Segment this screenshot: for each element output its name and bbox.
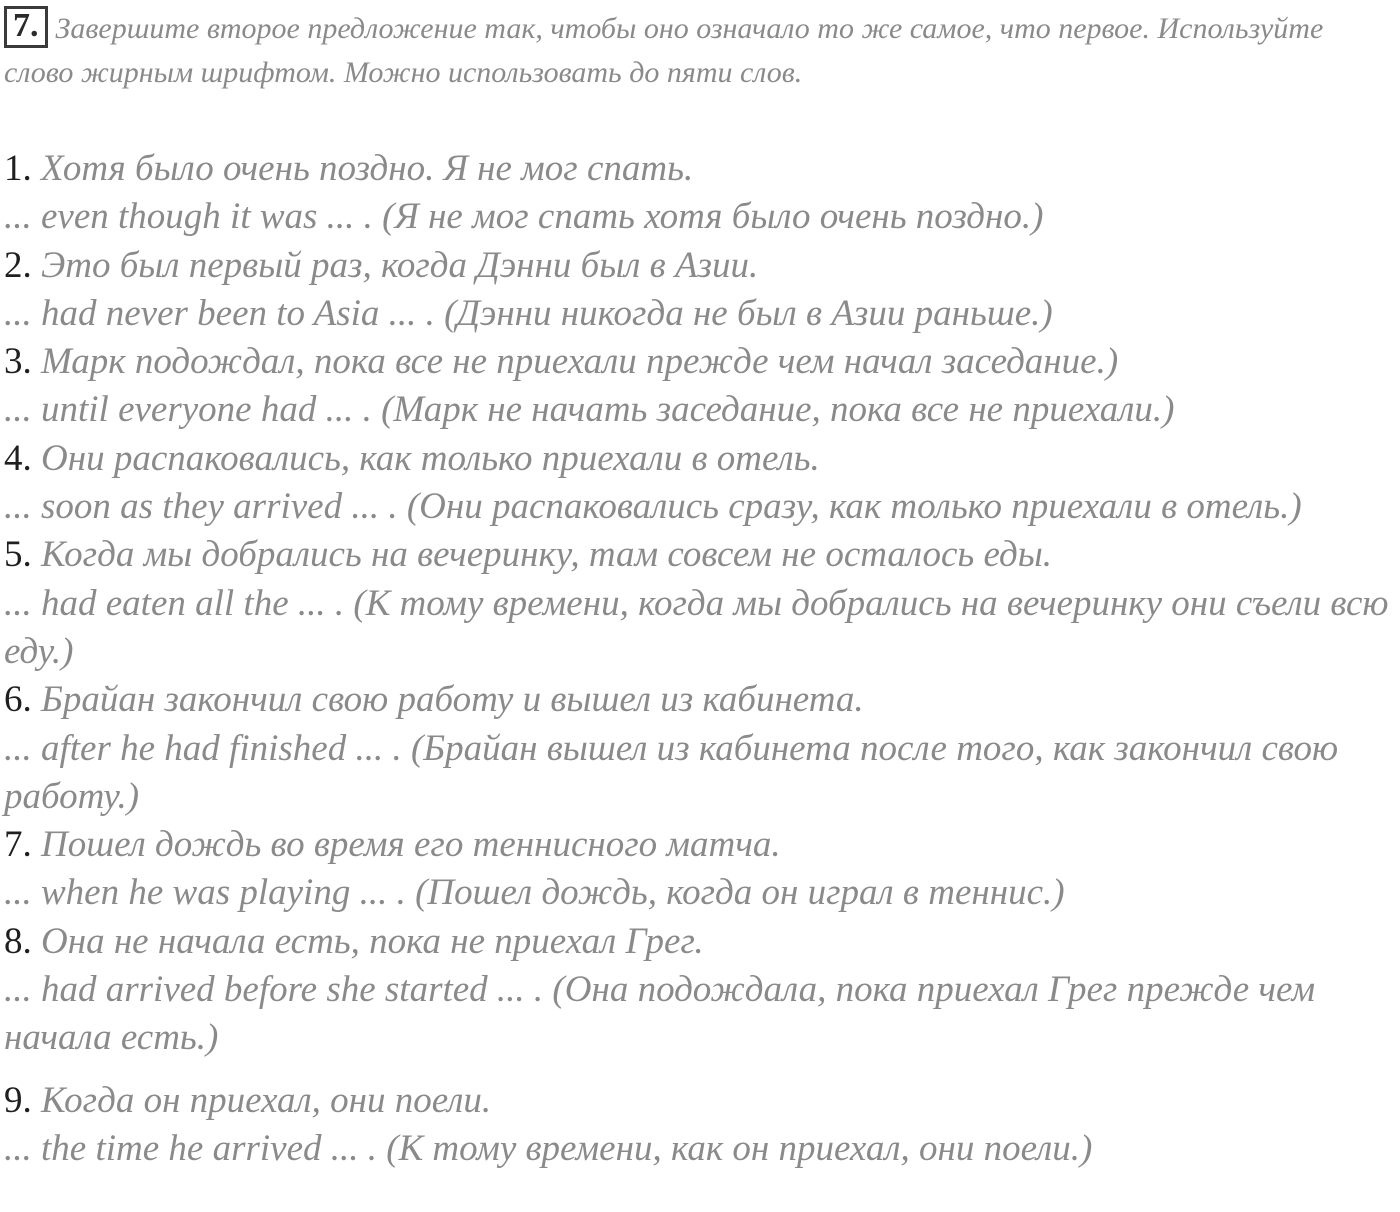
item-prompt: Хотя было очень поздно. Я не мог спать.	[41, 148, 694, 189]
exercise-item	[4, 821, 1396, 918]
item-prompt-line	[4, 821, 1396, 869]
exercise-item	[4, 338, 1396, 435]
item-prompt: Когда мы добрались на вечеринку, там совсем не осталось еды.	[41, 534, 1053, 576]
exercise-item	[4, 918, 1396, 1063]
item-prompt: Это был первый раз, когда Дэнни был в Азии.	[41, 244, 759, 286]
task-number-badge: 7.	[4, 6, 48, 48]
item-number: 5.	[4, 534, 32, 576]
item-answer: ... until everyone had ... . (Марк не начать заседание, пока все не приехали.)	[4, 389, 1175, 431]
item-prompt-line	[4, 338, 1396, 386]
item-number: 9.	[4, 1079, 32, 1121]
item-answer: ... soon as they arrived ... . (Они распаковались сразу, как только приехали в отель.)	[4, 486, 1302, 528]
item-number: 7.	[4, 824, 32, 866]
item-answer: ... when he was playing ... . (Пошел дождь, когда он играл в теннис.)	[4, 872, 1065, 914]
item-number: 4.	[4, 437, 32, 479]
item-prompt-line	[4, 1077, 1396, 1125]
item-number: 2.	[4, 244, 32, 286]
item-prompt-line	[4, 918, 1396, 966]
item-prompt: Они распаковались, как только приехали в отель.	[41, 437, 820, 479]
item-number: 6.	[4, 679, 32, 721]
task-header	[4, 0, 1396, 95]
item-answer: ... even though it was ... . (Я не мог спать хотя было очень поздно.)	[4, 196, 1044, 238]
item-prompt-line	[4, 531, 1396, 579]
item-prompt: Пошел дождь во время его теннисного матча.	[41, 824, 781, 866]
item-answer: ... had never been to Asia ... . (Дэнни никогда не был в Азии раньше.)	[4, 292, 1053, 334]
item-prompt: Брайан закончил свою работу и вышел из кабинета.	[41, 679, 864, 721]
item-number: 3.	[4, 341, 32, 383]
item-prompt-line	[4, 145, 1396, 193]
exercise-item	[4, 145, 1396, 242]
item-number: 1.	[4, 148, 32, 189]
exercise-item	[4, 242, 1396, 339]
item-prompt-line	[4, 435, 1396, 483]
item-answer: ... after he had finished ... . (Брайан вышел из кабинета после того, как закончил свою работу.)	[4, 727, 1339, 817]
task-instruction: Завершите второе предложение так, чтобы оно означало то же самое, что первое. Используйте слово жирным шрифтом. Можно использовать до пяти слов.	[4, 12, 1324, 89]
exercise-page	[4, 0, 1396, 1173]
item-prompt: Она не начала есть, пока не приехал Грег.	[41, 920, 704, 962]
spacer	[4, 95, 1396, 145]
item-answer: ... the time he arrived ... . (К тому времени, как он приехал, они поели.)	[4, 1127, 1093, 1169]
item-answer: ... had eaten all the ... . (К тому времени, когда мы добрались на вечеринку они съели всю еду.)	[4, 582, 1389, 672]
item-prompt: Марк подождал, пока все не приехали прежде чем начал заседание.)	[41, 341, 1119, 383]
item-prompt: Когда он приехал, они поели.	[41, 1079, 492, 1121]
exercise-list	[4, 145, 1396, 1173]
exercise-item	[4, 676, 1396, 821]
exercise-item	[4, 531, 1396, 676]
exercise-item	[4, 1077, 1396, 1174]
item-answer: ... had arrived before she started ... . (Она подождала, пока приехал Грег прежде чем начала есть.)	[4, 969, 1316, 1059]
item-number: 8.	[4, 920, 32, 962]
item-prompt-line	[4, 676, 1396, 724]
item-prompt-line	[4, 242, 1396, 290]
exercise-item	[4, 435, 1396, 532]
